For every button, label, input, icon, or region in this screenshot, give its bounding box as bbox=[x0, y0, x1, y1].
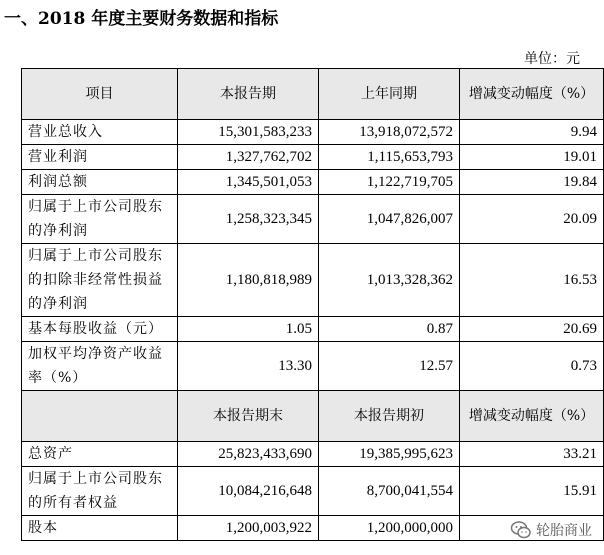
watermark-text: 轮胎商业 bbox=[536, 523, 592, 539]
prior-value: 12.57 bbox=[319, 342, 460, 391]
change-value: 16.53 bbox=[460, 244, 604, 317]
header-current-period: 本报告期 bbox=[178, 69, 319, 120]
change-value: 15.91 bbox=[460, 467, 604, 516]
wechat-icon bbox=[510, 519, 532, 541]
current-value: 1.05 bbox=[178, 317, 319, 342]
header-period-end: 本报告期末 bbox=[178, 391, 319, 442]
header-prior-period: 上年同期 bbox=[319, 69, 460, 120]
current-value: 10,084,216,648 bbox=[178, 467, 319, 516]
row-label: 总资产 bbox=[22, 442, 178, 467]
table-row bbox=[22, 244, 604, 317]
table-row bbox=[22, 317, 604, 342]
prior-value: 1,047,826,007 bbox=[319, 195, 460, 244]
current-value: 1,258,323,345 bbox=[178, 195, 319, 244]
prior-value: 1,115,653,793 bbox=[319, 145, 460, 170]
header-blank-cell bbox=[22, 391, 178, 442]
watermark bbox=[510, 519, 592, 541]
prior-value: 13,918,072,572 bbox=[319, 120, 460, 145]
row-label: 归属于上市公司股东的净利润 bbox=[22, 195, 178, 244]
row-label: 归属于上市公司股东的扣除非经常性损益的净利润 bbox=[22, 244, 178, 317]
change-value: 20.09 bbox=[460, 195, 604, 244]
table-row bbox=[22, 342, 604, 391]
table-row bbox=[22, 120, 604, 145]
row-label: 股本 bbox=[22, 516, 178, 541]
current-value: 13.30 bbox=[178, 342, 319, 391]
current-value: 15,301,583,233 bbox=[178, 120, 319, 145]
change-value: 33.21 bbox=[460, 442, 604, 467]
header-item: 项目 bbox=[22, 69, 178, 120]
header-change-pct: 增减变动幅度（%） bbox=[460, 69, 604, 120]
row-label: 营业总收入 bbox=[22, 120, 178, 145]
table-row bbox=[22, 467, 604, 516]
current-value: 1,200,003,922 bbox=[178, 516, 319, 541]
change-value: 9.94 bbox=[460, 120, 604, 145]
section-title: 一、2018 年度主要财务数据和指标 bbox=[4, 9, 279, 29]
prior-value: 1,013,328,362 bbox=[319, 244, 460, 317]
change-value: 0.73 bbox=[460, 342, 604, 391]
change-value: 20.69 bbox=[460, 317, 604, 342]
row-label: 加权平均净资产收益率（%） bbox=[22, 342, 178, 391]
financial-table bbox=[21, 68, 604, 541]
prior-value: 19,385,995,623 bbox=[319, 442, 460, 467]
header-period-start: 本报告期初 bbox=[319, 391, 460, 442]
row-label: 基本每股收益（元） bbox=[22, 317, 178, 342]
prior-value: 1,200,000,000 bbox=[319, 516, 460, 541]
header-change-pct: 增减变动幅度（%） bbox=[460, 391, 604, 442]
current-value: 1,345,501,053 bbox=[178, 170, 319, 195]
table-header-row bbox=[22, 391, 604, 442]
table-row bbox=[22, 195, 604, 244]
table-row bbox=[22, 145, 604, 170]
prior-value: 1,122,719,705 bbox=[319, 170, 460, 195]
row-label: 归属于上市公司股东的所有者权益 bbox=[22, 467, 178, 516]
table-row bbox=[22, 442, 604, 467]
current-value: 25,823,433,690 bbox=[178, 442, 319, 467]
row-label: 利润总额 bbox=[22, 170, 178, 195]
change-value: 19.84 bbox=[460, 170, 604, 195]
current-value: 1,327,762,702 bbox=[178, 145, 319, 170]
change-value: 19.01 bbox=[460, 145, 604, 170]
current-value: 1,180,818,989 bbox=[178, 244, 319, 317]
unit-label: 单位：元 bbox=[524, 51, 580, 67]
table-header-row bbox=[22, 69, 604, 120]
row-label: 营业利润 bbox=[22, 145, 178, 170]
table-row bbox=[22, 170, 604, 195]
prior-value: 0.87 bbox=[319, 317, 460, 342]
prior-value: 8,700,041,554 bbox=[319, 467, 460, 516]
